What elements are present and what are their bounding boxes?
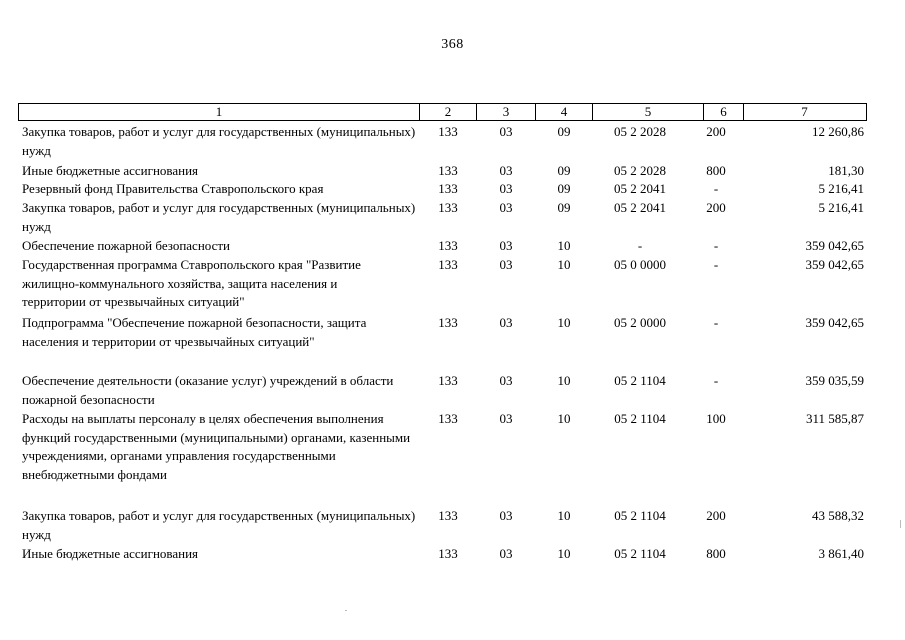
row-col-5: 05 0 0000 (614, 257, 666, 272)
row-col-2: 133 (438, 200, 458, 215)
row-col-3: 03 (499, 315, 513, 330)
row-name: Закупка товаров, работ и услуг для государственных (муниципальных) нужд (22, 508, 416, 542)
row-name: Иные бюджетные ассигнования (22, 163, 199, 178)
row-col-6: - (713, 181, 719, 196)
row-name: Обеспечение пожарной безопасности (22, 238, 231, 253)
row-name: Иные бюджетные ассигнования (22, 546, 199, 561)
row-name: Подпрограмма "Обеспечение пожарной безопасности, защита населения и территории от чрезвычайных ситуаций" (22, 315, 367, 349)
row-col-3: 03 (499, 257, 513, 272)
row-col-6: 200 (706, 124, 726, 139)
row-col-2: 133 (438, 546, 458, 561)
row-col-6: - (713, 238, 719, 253)
row-col-6: 800 (706, 163, 726, 178)
row-col-3: 03 (499, 411, 513, 426)
row-col-5: 05 2 0000 (614, 315, 666, 330)
row-col-7: 359 042,65 (805, 257, 864, 272)
table-header (18, 103, 867, 121)
row-col-5: 05 2 1104 (614, 508, 666, 523)
row-col-3: 03 (499, 238, 513, 253)
row-col-4: 10 (557, 546, 571, 561)
row-col-7: 5 216,41 (818, 200, 864, 215)
row-col-3: 03 (499, 181, 513, 196)
row-col-6: - (713, 257, 719, 272)
row-col-5: 05 2 2028 (614, 124, 666, 139)
row-col-2: 133 (438, 508, 458, 523)
header-col-4: 4 (536, 104, 593, 120)
row-col-5: 05 2 2041 (614, 181, 666, 196)
row-col-6: 200 (706, 200, 726, 215)
header-col-1: 1 (19, 104, 420, 120)
row-col-5: 05 2 1104 (614, 546, 666, 561)
row-col-4: 10 (557, 373, 571, 388)
page-number: 368 (441, 37, 464, 52)
row-col-5: 05 2 1104 (614, 373, 666, 388)
row-name: Резервный фонд Правительства Ставропольского края (22, 181, 324, 196)
row-col-7: 12 260,86 (812, 124, 864, 139)
row-col-6: 800 (706, 546, 726, 561)
row-col-2: 133 (438, 124, 458, 139)
row-col-7: 359 042,65 (805, 315, 864, 330)
row-col-7: 359 035,59 (805, 373, 864, 388)
row-col-5: 05 2 1104 (614, 411, 666, 426)
row-col-7: 5 216,41 (818, 181, 864, 196)
header-col-5: 5 (593, 104, 704, 120)
row-col-7: 43 588,32 (812, 508, 864, 523)
row-col-7: 311 585,87 (805, 411, 864, 426)
row-col-5: 05 2 2041 (614, 200, 666, 215)
row-col-3: 03 (499, 200, 513, 215)
row-col-2: 133 (438, 238, 458, 253)
scan-speck (900, 520, 901, 528)
row-col-4: 10 (557, 315, 571, 330)
row-name: Расходы на выплаты персоналу в целях обеспечения выполнения функций государственными (муниципальными) органами, казенными учреждениями, органами управления государственными внебюджетными фондами (22, 411, 411, 482)
row-col-2: 133 (438, 373, 458, 388)
row-col-3: 03 (499, 373, 513, 388)
header-col-6: 6 (704, 104, 744, 120)
row-col-4: 10 (557, 411, 571, 426)
row-name: Закупка товаров, работ и услуг для государственных (муниципальных) нужд (22, 124, 416, 158)
header-col-7: 7 (801, 104, 808, 119)
row-name: Обеспечение деятельности (оказание услуг) учреждений в области пожарной безопасности (22, 373, 394, 407)
row-col-4: 09 (557, 163, 571, 178)
row-name: Государственная программа Ставропольского края "Развитие жилищно-коммунального хозяйства, защита населения и территории от чрезвычайных ситуаций" (22, 257, 361, 309)
row-col-3: 03 (499, 163, 513, 178)
row-col-3: 03 (499, 124, 513, 139)
row-col-4: 10 (557, 508, 571, 523)
row-col-4: 09 (557, 181, 571, 196)
row-col-7: 181,30 (828, 163, 864, 178)
row-name: Закупка товаров, работ и услуг для государственных (муниципальных) нужд (22, 200, 416, 234)
row-col-4: 09 (557, 200, 571, 215)
row-col-3: 03 (499, 508, 513, 523)
row-col-7: 3 861,40 (818, 546, 864, 561)
row-col-4: 09 (557, 124, 571, 139)
row-col-2: 133 (438, 257, 458, 272)
scan-speck (345, 610, 347, 611)
header-col-2: 2 (420, 104, 477, 120)
row-col-6: 200 (706, 508, 726, 523)
row-col-4: 10 (557, 238, 571, 253)
row-col-6: 100 (706, 411, 726, 426)
row-col-3: 03 (499, 546, 513, 561)
row-col-6: - (713, 315, 719, 330)
row-col-5: 05 2 2028 (614, 163, 666, 178)
row-col-2: 133 (438, 163, 458, 178)
row-col-2: 133 (438, 411, 458, 426)
row-col-4: 10 (557, 257, 571, 272)
row-col-7: 359 042,65 (805, 238, 864, 253)
row-col-6: - (713, 373, 719, 388)
header-col-3: 3 (477, 104, 536, 120)
row-col-5: - (637, 238, 643, 253)
row-col-2: 133 (438, 181, 458, 196)
row-col-2: 133 (438, 315, 458, 330)
